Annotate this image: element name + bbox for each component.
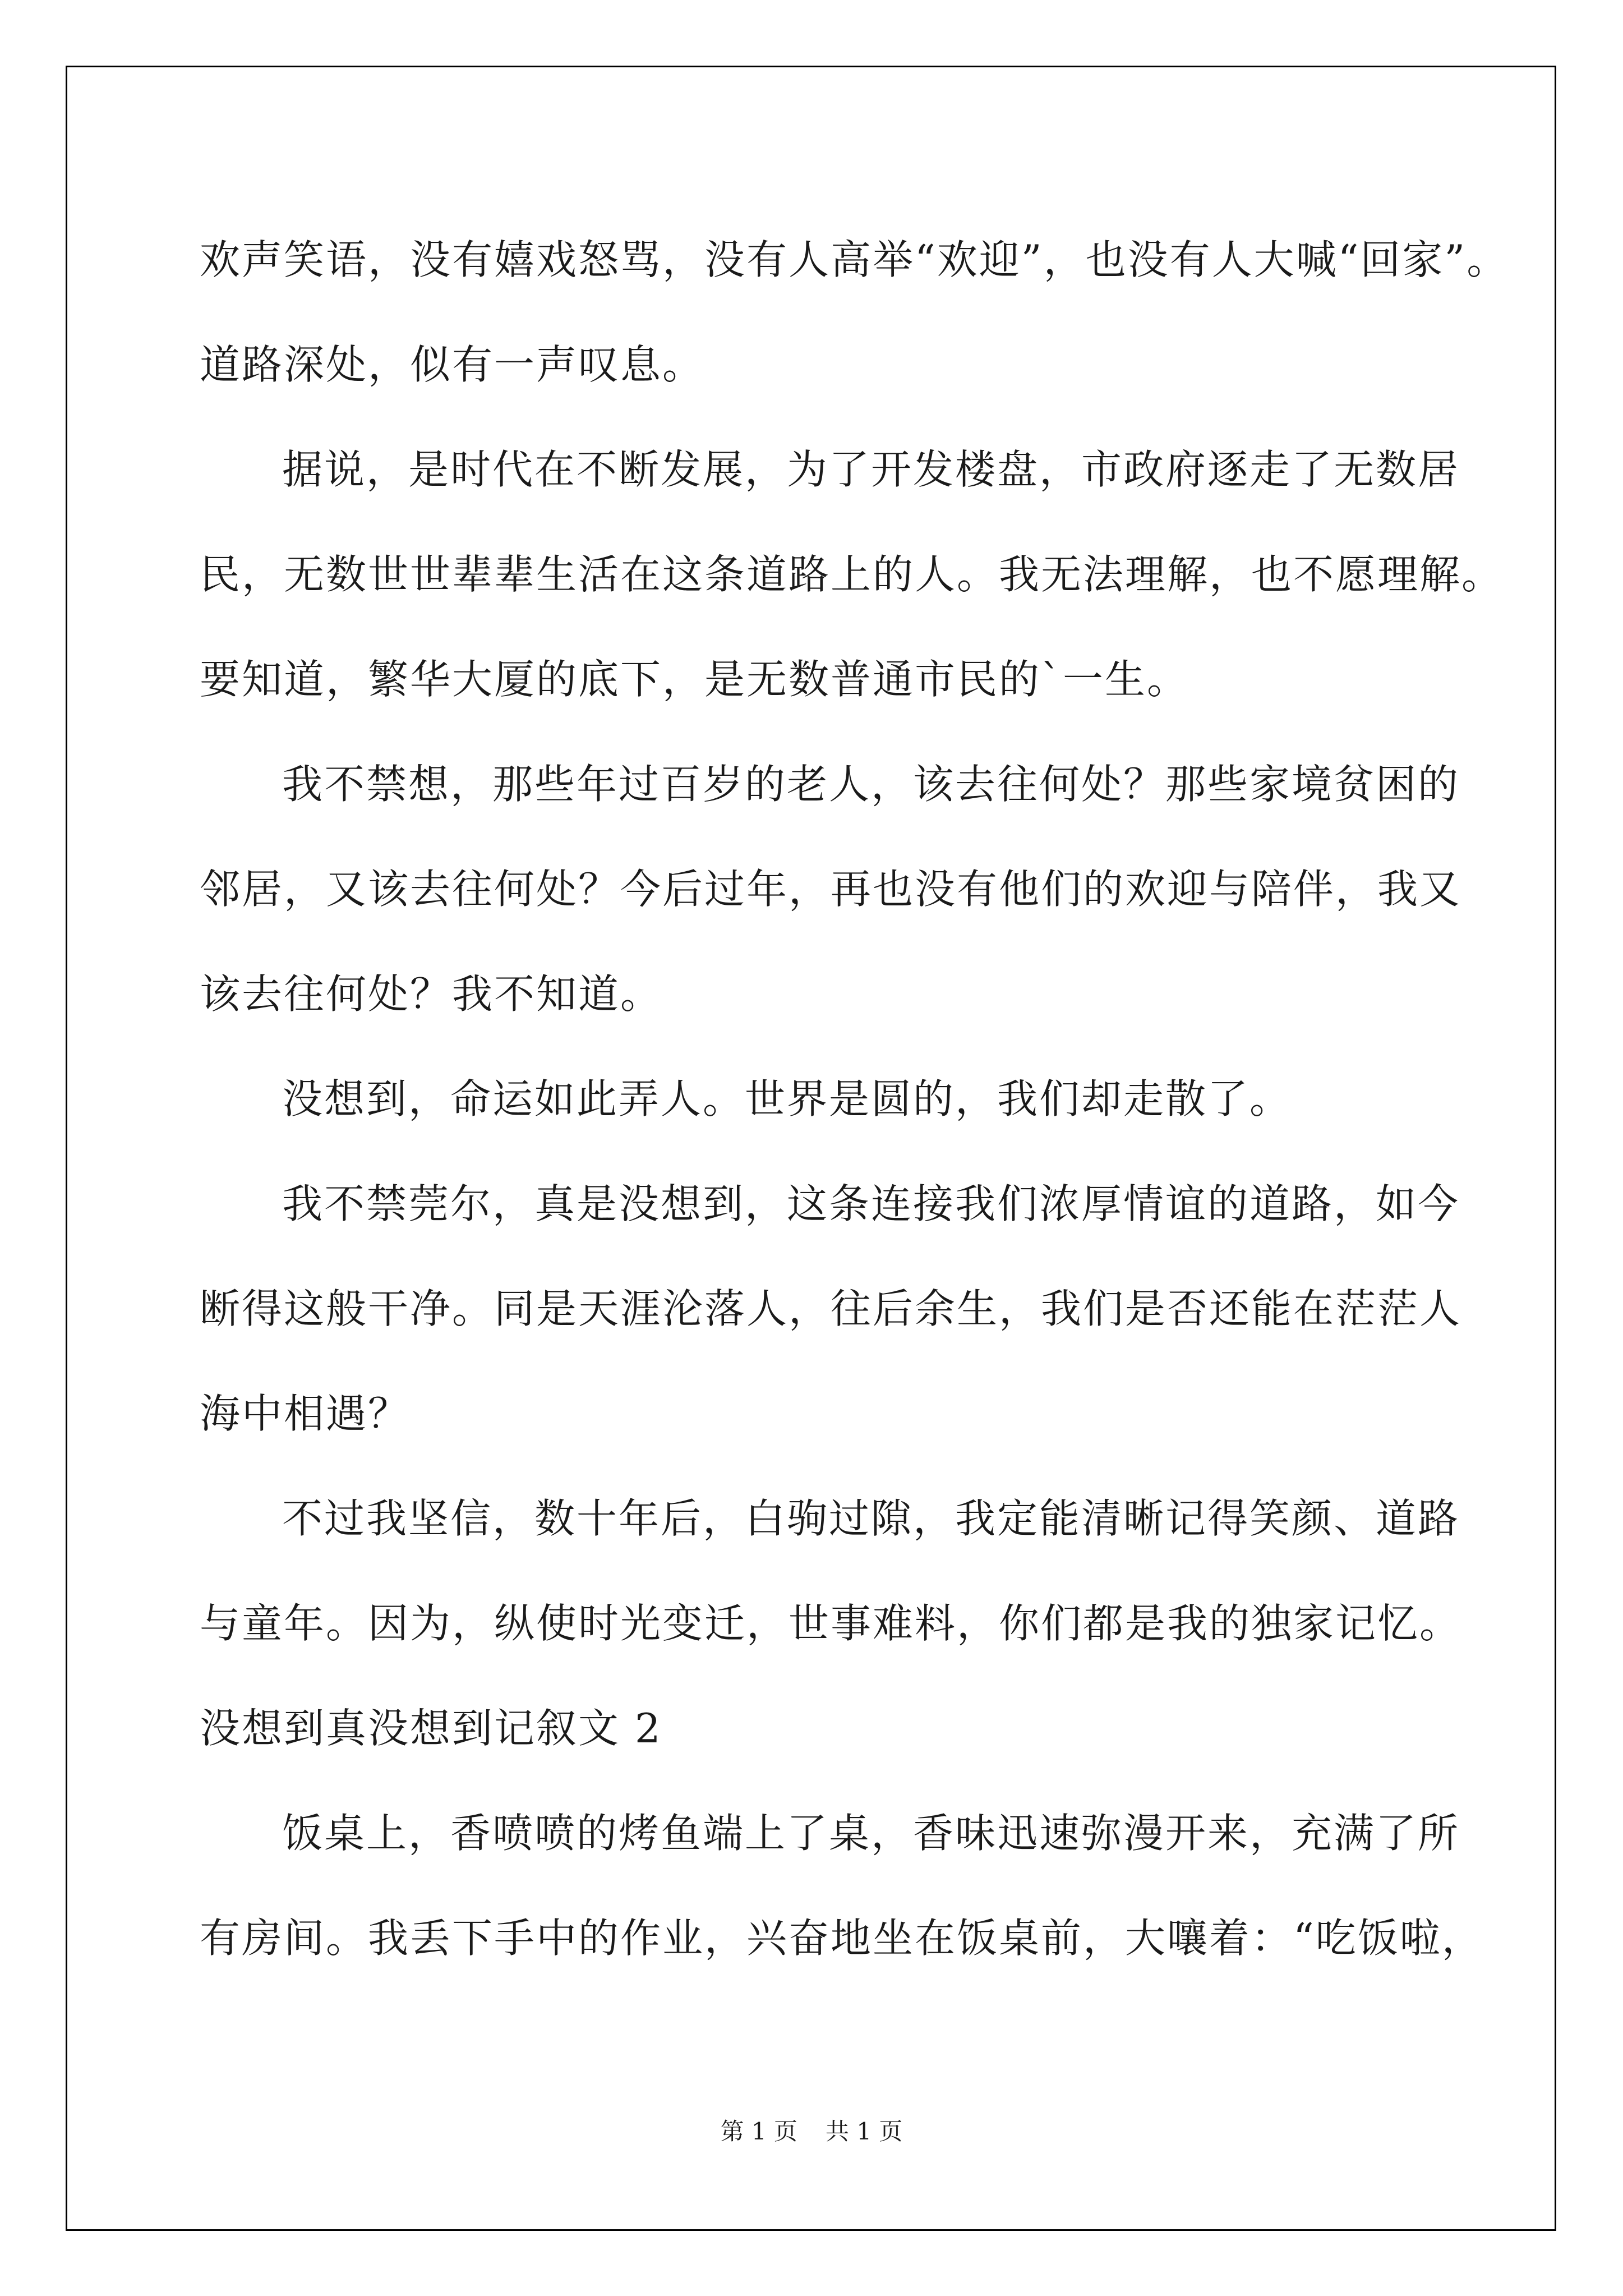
page-footer <box>0 2115 1623 2148</box>
paragraph-start-line: 据说，是时代在不断发展，为了开发楼盘，市政府逐走了无数居 <box>282 446 1460 493</box>
text-line: 断得这般干净。同是天涯沦落人，往后余生，我们是否还能在茫茫人 <box>200 1285 1462 1332</box>
document-body <box>200 208 1509 1991</box>
text-line: 要知道，繁华大厦的底下，是无数普通市民的`一生。 <box>200 656 1189 703</box>
paragraph-start-line: 不过我坚信，数十年后，白驹过隙，我定能清晰记得笑颜、道路 <box>282 1495 1460 1542</box>
paragraph-start-line: 没想到，命运如此弄人。世界是圆的，我们却走散了。 <box>282 1075 1292 1122</box>
text-line: 道路深处，似有一声叹息。 <box>200 341 705 388</box>
paragraph-start-line: 我不禁想，那些年过百岁的老人，该去往何处？那些家境贫困的 <box>282 761 1460 808</box>
text-line: 与童年。因为，纵使时光变迁，世事难料，你们都是我的独家记忆。 <box>200 1600 1462 1647</box>
text-line: 该去往何处？我不知道。 <box>200 970 663 1018</box>
text-line: 欢声笑语，没有嬉戏怒骂，没有人高举“欢迎”，也没有人大喊“回家”。 <box>200 236 1509 283</box>
paragraph-start-line: 饭桌上，香喷喷的烤鱼端上了桌，香味迅速弥漫开来，充满了所 <box>282 1810 1460 1857</box>
page-number-total: 共 1 页 <box>826 2118 903 2145</box>
text-line: 海中相遇？ <box>200 1390 411 1437</box>
text-line: 民，无数世世辈辈生活在这条道路上的人。我无法理解，也不愿理解。 <box>200 551 1504 598</box>
section-heading: 没想到真没想到记叙文 2 <box>200 1705 662 1752</box>
page-number-current: 第 1 页 <box>720 2118 797 2145</box>
paragraph-start-line: 我不禁莞尔，真是没想到，这条连接我们浓厚情谊的道路，如今 <box>282 1180 1460 1227</box>
text-line: 有房间。我丢下手中的作业，兴奋地坐在饭桌前，大嚷着：“吃饭啦， <box>200 1915 1484 1962</box>
text-line: 邻居，又该去往何处？今后过年，再也没有他们的欢迎与陪伴，我又 <box>200 866 1462 913</box>
